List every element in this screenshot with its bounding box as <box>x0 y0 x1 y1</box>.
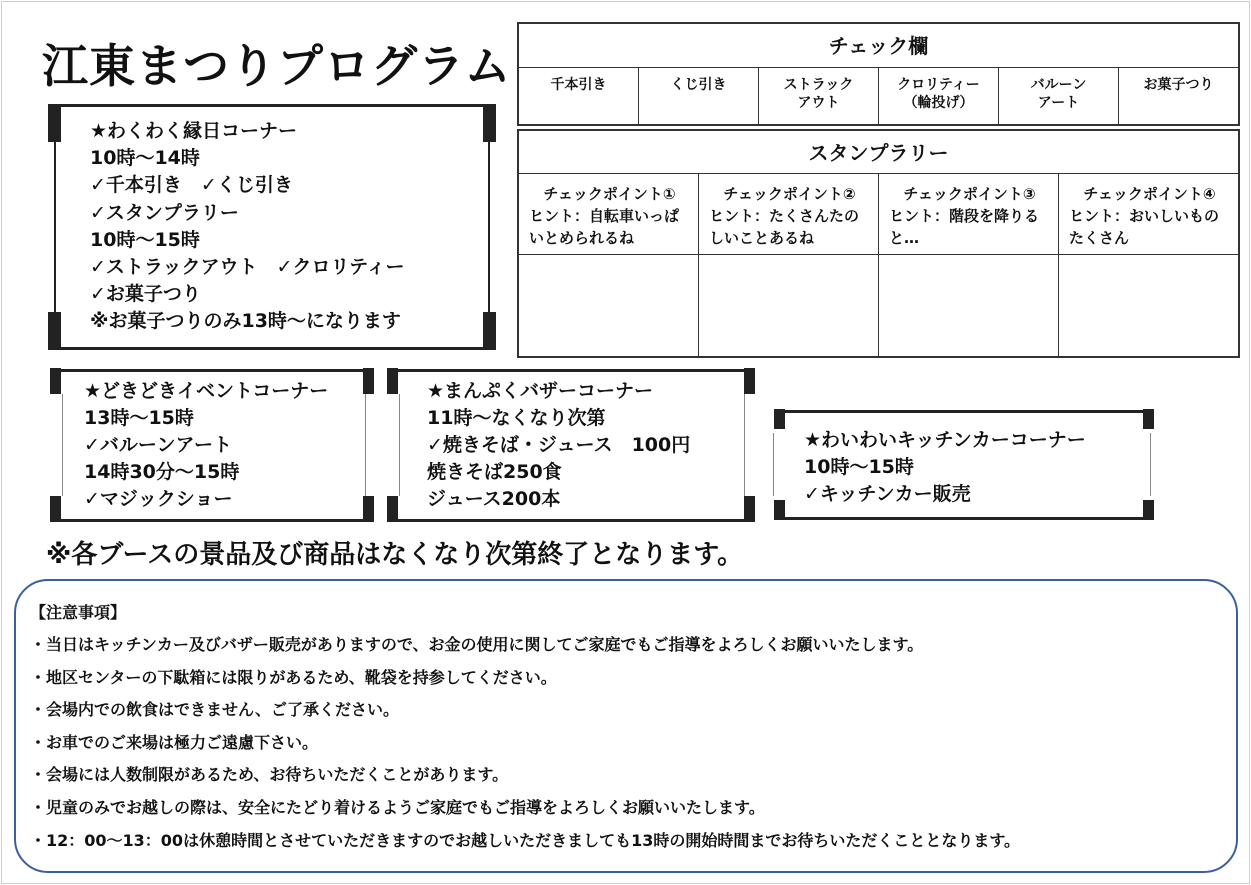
corner-mark <box>363 368 374 394</box>
page-title: 江東まつりプログラム <box>42 39 512 93</box>
corner-mark <box>483 104 496 142</box>
corner-line: 13時～15時 <box>84 407 194 429</box>
corner-line: 11時～なくなり次第 <box>427 407 606 429</box>
corner-line: 14時30分～15時 <box>84 461 240 483</box>
corner-mark <box>387 368 398 394</box>
box-border-left <box>62 394 63 496</box>
manpuku-corner-box <box>385 366 755 524</box>
stamp-box <box>519 254 699 357</box>
check-table <box>517 22 1240 126</box>
box-border-top <box>58 104 486 107</box>
corner-line: ✓キッチンカー販売 <box>804 483 971 505</box>
corner-heading: ★どきどきイベントコーナー <box>84 380 329 402</box>
corner-mark <box>50 368 61 394</box>
box-border-top <box>395 369 745 372</box>
stamp-box <box>1059 254 1238 357</box>
corner-line: ✓焼きそば・ジュース 100円 <box>427 434 691 456</box>
corner-mark <box>774 500 785 520</box>
corner-heading: ★わいわいキッチンカーコーナー <box>804 429 1086 451</box>
stamp-rally-points <box>519 174 1238 254</box>
waiwai-corner-box <box>772 407 1154 522</box>
corner-mark <box>744 496 755 522</box>
dokidoki-corner-box <box>48 366 374 524</box>
checkpoint-hint: ヒント：たくさんたのしいことあるね <box>709 207 860 247</box>
corner-line: ✓バルーンアート <box>84 434 232 456</box>
notes-heading: 【注意事項】 <box>30 603 127 622</box>
checkpoint-hint: ヒント：階段を降りると… <box>889 207 1040 247</box>
stamp-box <box>699 254 879 357</box>
corner-heading: ★わくわく縁日コーナー <box>90 120 298 142</box>
wakuwaku-content <box>90 118 405 336</box>
waiwai-content <box>804 427 1086 508</box>
notes-item: ・会場内での飲食はできません、ご了承ください。 <box>30 700 399 720</box>
box-border-left <box>399 394 400 496</box>
corner-line: ※お菓子つりのみ13時～になります <box>90 310 401 333</box>
checkpoint-cell <box>519 174 699 254</box>
checkpoint-label: チェックポイント② <box>723 185 856 203</box>
box-border-bottom <box>782 517 1144 520</box>
corner-line: ✓千本引き ✓くじ引き <box>90 174 293 197</box>
corner-mark <box>50 496 61 522</box>
box-border-left <box>773 433 774 496</box>
stamp-rally-title: スタンプラリー <box>519 131 1238 174</box>
checkpoint-label: チェックポイント① <box>543 185 676 203</box>
check-cell: お菓子つり <box>1143 77 1214 93</box>
corner-line: ✓スタンプラリー <box>90 201 239 224</box>
stamp-rally-table <box>517 129 1240 358</box>
corner-line: 焼きそば250食 <box>427 461 562 483</box>
checkpoint-cell <box>879 174 1059 254</box>
corner-line: ✓マジックショー <box>84 488 233 510</box>
box-border-right <box>744 394 745 496</box>
check-table-cells <box>519 68 1238 124</box>
check-cell: くじ引き <box>639 68 759 124</box>
notes-item: ・地区センターの下駄箱には限りがあるため、靴袋を持参してください。 <box>30 667 557 687</box>
manpuku-content <box>427 378 690 513</box>
box-border-bottom <box>395 519 745 522</box>
box-border-right <box>1150 433 1151 496</box>
corner-mark <box>483 312 496 350</box>
check-cell: クロリティー （輪投げ） <box>879 68 999 124</box>
dokidoki-content <box>84 378 328 513</box>
notes-item: ・お車でのご来場は極力ご遠慮下さい。 <box>30 732 319 752</box>
corner-line: ✓ストラックアウト ✓クロリティー <box>90 256 405 279</box>
corner-heading: ★まんぷくバザーコーナー <box>427 380 654 402</box>
corner-mark <box>744 368 755 394</box>
checkpoint-hint: ヒント：自転車いっぱいとめられるね <box>529 207 680 247</box>
corner-line: 10時～14時 <box>90 147 200 170</box>
notice-text: ※各ブースの景品及び商品はなくなり次第終了となります。 <box>46 540 744 570</box>
checkpoint-cell <box>1059 174 1238 254</box>
checkpoint-label: チェックポイント③ <box>903 185 1036 203</box>
corner-mark <box>1143 500 1154 520</box>
check-cell: バルーン アート <box>999 68 1119 124</box>
box-border-bottom <box>58 347 486 350</box>
checkpoint-label: チェックポイント④ <box>1083 185 1216 203</box>
corner-line: ジュース200本 <box>427 488 561 510</box>
corner-mark <box>363 496 374 522</box>
box-border-right <box>365 394 366 496</box>
corner-mark <box>387 496 398 522</box>
corner-mark <box>48 104 61 142</box>
box-border-bottom <box>58 519 364 522</box>
corner-mark <box>48 312 61 350</box>
notes-item: ・児童のみでお越しの際は、安全にたどり着けるようご家庭でもご指導をよろしくお願いいたします。 <box>30 797 765 817</box>
corner-line: 10時～15時 <box>90 228 200 251</box>
corner-mark <box>1143 409 1154 429</box>
wakuwaku-corner-box <box>48 100 496 353</box>
notes-item: ・当日はキッチンカー及びバザー販売がありますので、お金の使用に関してご家庭でもご指導をよろしくお願いいたします。 <box>30 635 924 654</box>
check-cell: 千本引き <box>519 68 639 124</box>
notes-item: ・12：00～13：00は休憩時間とさせていただきますのでお越しいただきましても13時の開始時間までお待ちいただくこととなります。 <box>30 830 1021 850</box>
checkpoint-cell <box>699 174 879 254</box>
checkpoint-hint: ヒント：おいしいものたくさん <box>1069 207 1220 247</box>
box-border-top <box>782 410 1144 413</box>
corner-line: 10時～15時 <box>804 456 914 478</box>
check-cell: ストラック アウト <box>759 68 879 124</box>
box-border-top <box>58 369 364 372</box>
stamp-boxes <box>519 254 1238 357</box>
notes-item: ・会場には人数制限があるため、お待ちいただくことがあります。 <box>30 765 509 785</box>
corner-mark <box>774 409 785 429</box>
corner-line: ✓お菓子つり <box>90 283 201 306</box>
check-table-title: チェック欄 <box>519 24 1238 68</box>
stamp-box <box>879 254 1059 357</box>
box-border-left <box>54 140 56 313</box>
box-border-right <box>488 140 490 313</box>
notes-panel <box>14 579 1238 873</box>
